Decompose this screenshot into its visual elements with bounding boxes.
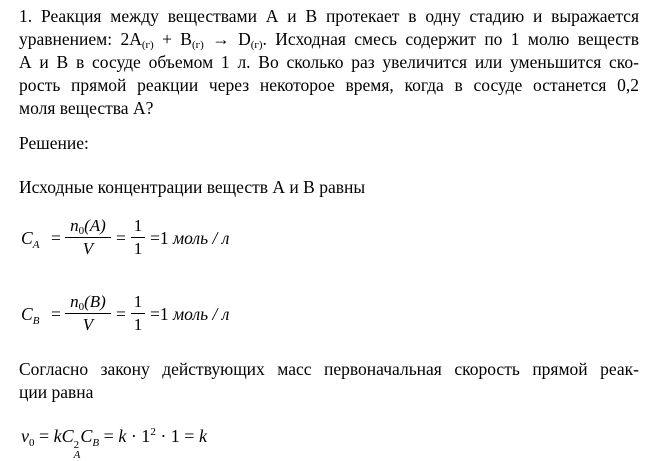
rate-k: k xyxy=(53,426,62,446)
formula-ca-eq: = xyxy=(51,228,61,248)
law-text-line-2: ции равна xyxy=(19,382,94,402)
rate-k2: k xyxy=(118,426,127,446)
formula-ca-eq2: = xyxy=(116,228,126,248)
rate-k3: k xyxy=(198,426,207,446)
law-text-line-1: Согласно закону действующих масс первоначальная скорость прямой реак- xyxy=(19,359,639,379)
equation-tail: . Исходная смесь содержит по 1 молю веществ xyxy=(262,29,639,49)
formula-cb-fraction: n0(B) V xyxy=(65,292,111,335)
problem-line-1: 1. Реакция между веществами А и В протекает в одну стадию и выражается xyxy=(19,6,639,26)
formula-cb-c: $C_B$ xyxy=(21,304,40,327)
rate-dot2: · 1 = xyxy=(155,426,199,446)
problem-line-4: рость прямой реакции через некоторое время, когда в сосуде останется 0,2 xyxy=(19,75,639,95)
rate-cb-sub: B xyxy=(92,437,100,449)
formula-ca-c: $C_A$ xyxy=(21,228,40,251)
formula-ca xyxy=(19,214,319,264)
gas-subscript: (г) xyxy=(250,39,263,51)
formula-cb-unit: моль / л xyxy=(173,304,230,324)
law-text xyxy=(19,358,639,404)
formula-cb-one-fraction: 1 1 xyxy=(131,292,145,335)
problem-line-2 xyxy=(19,28,639,51)
rate-formula xyxy=(21,426,207,460)
formula-cb xyxy=(19,290,319,340)
rate-v-sub: 0 xyxy=(29,437,35,449)
initial-concentration-text: Исходные концентрации веществ А и В равны xyxy=(19,177,366,197)
rate-v: v xyxy=(21,426,29,446)
problem-statement xyxy=(19,5,639,120)
problem-line-3: А и В в сосуде объемом 1 л. Во сколько раз увеличится или уменьшится ско- xyxy=(19,52,639,72)
rate-ca: C xyxy=(61,426,74,446)
solution-label: Решение: xyxy=(19,133,89,153)
gas-subscript: (г) xyxy=(191,39,204,51)
equation-start: уравнением: 2А xyxy=(19,29,142,49)
formula-cb-result: =1 xyxy=(150,304,169,324)
equation-arrow-d: → D xyxy=(203,29,251,49)
gas-subscript: (г) xyxy=(141,39,154,51)
rate-eq1: = xyxy=(34,426,54,446)
formula-ca-one-fraction: 1 1 xyxy=(131,216,145,259)
formula-cb-eq: = xyxy=(51,304,61,324)
rate-ca-scripts: 2 A xyxy=(73,439,81,461)
problem-line-5: моля вещества А? xyxy=(19,98,154,118)
equation-plus-b: + В xyxy=(153,29,192,49)
formula-ca-fraction: n0(A) V xyxy=(65,216,111,259)
rate-square: 2 xyxy=(150,426,156,438)
formula-ca-unit: моль / л xyxy=(173,228,230,248)
rate-eq2: = xyxy=(99,426,119,446)
formula-ca-result: =1 xyxy=(150,228,169,248)
rate-cb: C xyxy=(80,426,93,446)
rate-dot1: · 1 xyxy=(126,426,151,446)
formula-cb-eq2: = xyxy=(116,304,126,324)
